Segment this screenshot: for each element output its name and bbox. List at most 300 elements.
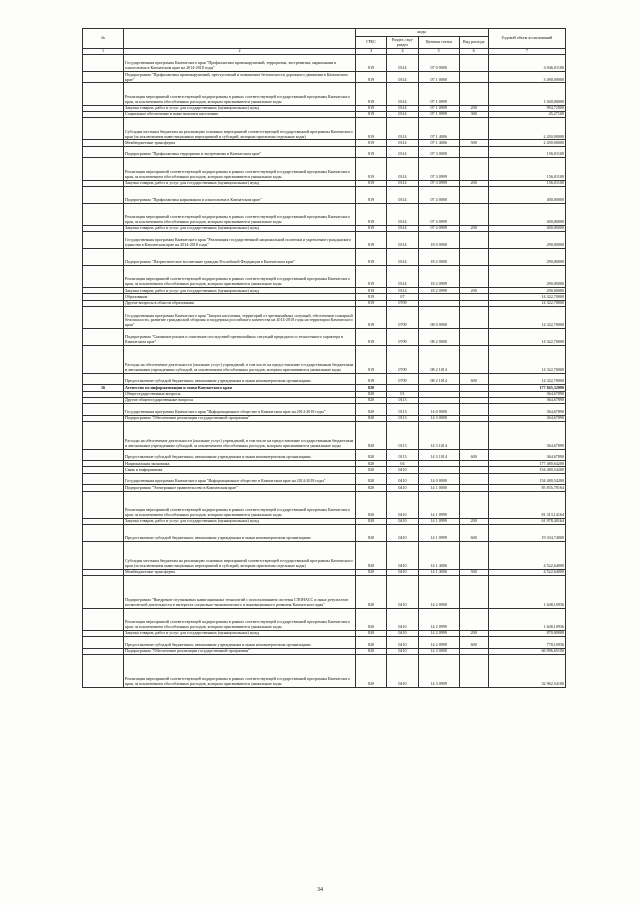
- row-grbs: 819: [355, 288, 386, 294]
- table-row: [83, 329, 566, 346]
- column-number: 4: [387, 49, 418, 55]
- row-name: Государственная программа Камчатского края "Информационное общество в Камчатском крае на 2014-2018 годы": [124, 473, 356, 485]
- table-row: [83, 158, 566, 180]
- row-amount: 364,67890: [488, 404, 565, 416]
- row-section: 0314: [387, 83, 418, 105]
- row-target: 08 2 0000: [418, 329, 459, 346]
- row-name: Реализация мероприятий соответствующей подпрограммы в рамках соответствующей государственной программы Камчатского края, за исключением обособленных расходов, которым присваиваются уникальные коды: [124, 491, 356, 519]
- row-name: Закупка товаров, работ и услуг для государственных (муниципальных) нужд: [124, 288, 356, 294]
- row-type: [459, 404, 488, 416]
- row-no: [83, 525, 124, 542]
- row-amount: 994,72900: [488, 105, 565, 111]
- row-no: [83, 655, 124, 688]
- table-row: [83, 373, 566, 385]
- row-section: 01: [387, 391, 418, 397]
- row-amount: 156,01100: [488, 180, 565, 186]
- row-target: 14 3 0000: [418, 415, 459, 421]
- row-target: 07 0 0000: [418, 55, 459, 72]
- row-section: 0314: [387, 265, 418, 287]
- row-grbs: 819: [355, 249, 386, 266]
- row-target: 07 4 0000: [418, 186, 459, 203]
- row-target: 07 3 0999: [418, 158, 459, 180]
- row-amount: 66 996,65100: [488, 648, 565, 654]
- row-grbs: 819: [355, 294, 386, 300]
- row-amount: 400,00000: [488, 225, 565, 231]
- row-grbs: 819: [355, 265, 386, 287]
- table-header: [83, 29, 566, 55]
- row-name: Закупка товаров, работ и услуг для государственных (муниципальных) нужд: [124, 180, 356, 186]
- row-grbs: 820: [355, 569, 386, 575]
- row-section: 0709: [387, 346, 418, 374]
- row-amount: 364,67890: [488, 415, 565, 421]
- page-number: 34: [317, 887, 323, 893]
- row-grbs: 820: [355, 397, 386, 403]
- row-section: 0314: [387, 225, 418, 231]
- row-type: 200: [459, 288, 488, 294]
- row-amount: 778,10936: [488, 637, 565, 649]
- row-grbs: 819: [355, 140, 386, 146]
- row-name: Другие вопросы в области образования: [124, 300, 356, 306]
- row-target: 14 3 0999: [418, 655, 459, 688]
- table-row: [83, 525, 566, 542]
- row-section: 0314: [387, 55, 418, 72]
- row-target: 08 0 0000: [418, 307, 459, 329]
- row-no: [83, 329, 124, 346]
- row-section: 0410: [387, 542, 418, 570]
- row-no: [83, 542, 124, 570]
- row-name: Расходы на обеспечение деятельности (оказание услуг) учреждений, в том числе на предоставление государственным бюджетным и автономным учреждениям субсидий, за исключением обособленных расходов, которым присваиваются уникальные коды: [124, 346, 356, 374]
- row-no: [83, 422, 124, 450]
- table-row: [83, 637, 566, 649]
- row-name: Общегосударственные вопросы: [124, 391, 356, 397]
- row-amount: 156,01100: [488, 158, 565, 180]
- row-type: [459, 608, 488, 630]
- row-amount: 85 835,78164: [488, 485, 565, 491]
- row-amount: 364,67890: [488, 397, 565, 403]
- row-type: [459, 146, 488, 158]
- row-amount: 156,01100: [488, 146, 565, 158]
- row-type: [459, 346, 488, 374]
- row-amount: 290,00000: [488, 249, 565, 266]
- row-grbs: 819: [355, 105, 386, 111]
- row-amount: 177 480,64200: [488, 461, 565, 467]
- row-section: 0709: [387, 329, 418, 346]
- row-amount: 290,00000: [488, 232, 565, 249]
- row-section: 0410: [387, 519, 418, 525]
- table-row: [83, 491, 566, 519]
- row-amount: 4 046,01100: [488, 55, 565, 72]
- row-type: [459, 249, 488, 266]
- row-grbs: 819: [355, 55, 386, 72]
- column-number: 6: [459, 49, 488, 55]
- row-type: 600: [459, 449, 488, 461]
- row-grbs: 820: [355, 576, 386, 609]
- row-type: [459, 473, 488, 485]
- row-target: 14 1 4006: [418, 542, 459, 570]
- row-target: 07 1 0999: [418, 111, 459, 117]
- row-grbs: 820: [355, 404, 386, 416]
- row-grbs: 820: [355, 415, 386, 421]
- row-section: 0410: [387, 576, 418, 609]
- row-name: Государственная программа Камчатского края "Профилактика правонарушений, терроризма, экстремизма, наркомании и алкоголизма в Камчатском крае на 2014-2018 годы": [124, 55, 356, 72]
- row-section: 0314: [387, 111, 418, 117]
- row-amount: 81 313,14164: [488, 491, 565, 519]
- row-target: 07 3 0000: [418, 146, 459, 158]
- row-type: 600: [459, 373, 488, 385]
- row-grbs: 819: [355, 83, 386, 105]
- table-row: [83, 71, 566, 83]
- table-row: [83, 655, 566, 688]
- row-type: [459, 55, 488, 72]
- column-number: 7: [488, 49, 565, 55]
- row-name: Межбюджетные трансферты: [124, 569, 356, 575]
- row-amount: 154 480,54200: [488, 467, 565, 473]
- row-type: 200: [459, 105, 488, 111]
- row-type: 200: [459, 631, 488, 637]
- row-no: [83, 118, 124, 140]
- table-row: [83, 265, 566, 287]
- row-section: 0709: [387, 373, 418, 385]
- row-name: Подпрограмма "Профилактика наркомании и алкоголизма в Камчатском крае": [124, 186, 356, 203]
- row-section: 0410: [387, 467, 418, 473]
- row-section: 0410: [387, 473, 418, 485]
- table-row: [83, 473, 566, 485]
- row-grbs: 820: [355, 385, 386, 391]
- row-amount: 4 522,64000: [488, 542, 565, 570]
- row-section: 0314: [387, 105, 418, 111]
- row-no: [83, 158, 124, 180]
- row-name: Предоставление субсидий бюджетным, автономным учреждениям и иным некоммерческим организациям: [124, 637, 356, 649]
- row-target: 14 2 0999: [418, 637, 459, 649]
- row-target: 18 2 0000: [418, 249, 459, 266]
- row-target: 18 2 0999: [418, 288, 459, 294]
- row-name: Предоставление субсидий бюджетным, автономным учреждениям и иным некоммерческим организациям: [124, 525, 356, 542]
- row-name: Субсидии местным бюджетам на реализацию основных мероприятий соответствующей государственной программы Камчатского края (за исключением инвестиционных мероприятий и субсидий, которым присвоены отдельные коды): [124, 542, 356, 570]
- row-section: 0314: [387, 180, 418, 186]
- row-target: 07 1 0000: [418, 71, 459, 83]
- row-no: [83, 203, 124, 225]
- row-name: Государственная программа Камчатского края "Информационное общество в Камчатском крае на 2014-2018 годы": [124, 404, 356, 416]
- row-amount: 14 322,70000: [488, 346, 565, 374]
- row-amount: 14 322,70000: [488, 307, 565, 329]
- row-target: 14 2 0000: [418, 576, 459, 609]
- row-grbs: 820: [355, 473, 386, 485]
- row-target: 14 2 0999: [418, 631, 459, 637]
- row-grbs: 819: [355, 329, 386, 346]
- row-target: 08 2 1014: [418, 346, 459, 374]
- row-no: [83, 83, 124, 105]
- budget-table: [82, 28, 566, 688]
- col-section-header: Раздел, под-раздел: [387, 37, 418, 49]
- row-amount: 364,67890: [488, 449, 565, 461]
- row-target: 07 4 0999: [418, 203, 459, 225]
- row-name: Закупка товаров, работ и услуг для государственных (муниципальных) нужд: [124, 105, 356, 111]
- row-type: 500: [459, 569, 488, 575]
- row-grbs: 819: [355, 180, 386, 186]
- column-number: 2: [124, 49, 356, 55]
- row-name: Реализация мероприятий соответствующей подпрограммы в рамках соответствующей государственной программы Камчатского края, за исключением обособленных расходов, которым присваиваются уникальные коды: [124, 655, 356, 688]
- row-no: [83, 491, 124, 519]
- table-row: [83, 542, 566, 570]
- table-row: [83, 346, 566, 374]
- table-row: [83, 249, 566, 266]
- row-section: 04: [387, 461, 418, 467]
- row-target: 18 2 0999: [418, 265, 459, 287]
- row-name: Реализация мероприятий соответствующей подпрограммы в рамках соответствующей государственной программы Камчатского края, за исключением обособленных расходов, которым присваиваются уникальные коды: [124, 83, 356, 105]
- row-grbs: 819: [355, 225, 386, 231]
- row-name: Закупка товаров, работ и услуг для государственных (муниципальных) нужд: [124, 225, 356, 231]
- row-section: 0314: [387, 232, 418, 249]
- row-amount: 61 978,40164: [488, 519, 565, 525]
- row-name: Государственная программа Камчатского края "Защита населения, территорий от чрезвычайных ситуаций, обеспечение пожарной безопасности, развитие гражданской обороны и поддержка российского казачества на 2014-2018 годы на территории Камчатского края": [124, 307, 356, 329]
- row-grbs: 820: [355, 391, 386, 397]
- row-name: Предоставление субсидий бюджетным, автономным учреждениям и иным некоммерческим организациям: [124, 373, 356, 385]
- row-grbs: 819: [355, 307, 386, 329]
- row-amount: 154 480,54200: [488, 473, 565, 485]
- row-type: [459, 655, 488, 688]
- row-name: Реализация мероприятий соответствующей подпрограммы в рамках соответствующей государственной программы Камчатского края, за исключением обособленных расходов, которым присваиваются уникальные коды: [124, 203, 356, 225]
- table-row: [83, 83, 566, 105]
- row-target: 07 1 0999: [418, 83, 459, 105]
- row-amount: 2 450,00000: [488, 118, 565, 140]
- row-amount: 14 322,70000: [488, 373, 565, 385]
- row-target: 14 3 1014: [418, 422, 459, 450]
- row-grbs: 820: [355, 449, 386, 461]
- row-grbs: 819: [355, 71, 386, 83]
- row-section: 0314: [387, 186, 418, 203]
- row-type: [459, 265, 488, 287]
- column-number: 5: [418, 49, 459, 55]
- row-amount: 19 334,74000: [488, 525, 565, 542]
- row-target: 07 4 0999: [418, 225, 459, 231]
- row-target: 14 0 0000: [418, 473, 459, 485]
- row-name: Подпрограмма "Профилактика терроризма и экстремизма в Камчатском крае": [124, 146, 356, 158]
- row-type: 200: [459, 225, 488, 231]
- row-name: Межбюджетные трансферты: [124, 140, 356, 146]
- row-amount: 1 648,10936: [488, 576, 565, 609]
- row-amount: 364,67890: [488, 391, 565, 397]
- row-name: Закупка товаров, работ и услуг для государственных (муниципальных) нужд: [124, 519, 356, 525]
- row-amount: 32 962,54100: [488, 655, 565, 688]
- row-type: [459, 232, 488, 249]
- row-section: 0410: [387, 485, 418, 491]
- column-number: 1: [83, 49, 124, 55]
- row-amount: 1 648,10936: [488, 608, 565, 630]
- row-name: Субсидии местным бюджетам на реализацию основных мероприятий соответствующей государственной программы Камчатского края (за исключением инвестиционных мероприятий и субсидий, которым присвоены отдельные коды): [124, 118, 356, 140]
- row-type: [459, 203, 488, 225]
- row-grbs: 819: [355, 203, 386, 225]
- col-no-header: №: [83, 29, 124, 49]
- codes-group-header: коды: [355, 29, 488, 37]
- row-amount: 1 040,00000: [488, 83, 565, 105]
- row-grbs: 819: [355, 158, 386, 180]
- row-name: Подпрограмма "Внедрение спутниковых навигационных технологий с использованием системы ГЛОНАСС и иных результатов космической деятельности в интересах социально-экономического и инновационного развития Камчатского края": [124, 576, 356, 609]
- row-name: Другие общегосударственные вопросы: [124, 397, 356, 403]
- row-grbs: 819: [355, 232, 386, 249]
- row-no: [83, 146, 124, 158]
- row-name: Подпрограмма "Профилактика правонарушений, преступлений и повышение безопасности дорожного движения в Камчатском крае": [124, 71, 356, 83]
- row-grbs: 820: [355, 542, 386, 570]
- row-type: 600: [459, 525, 488, 542]
- row-amount: 870,00000: [488, 631, 565, 637]
- table-row: [83, 576, 566, 609]
- col-grbs-header: ГРБС: [355, 37, 386, 49]
- row-section: 07: [387, 294, 418, 300]
- row-target: 14 1 4006: [418, 569, 459, 575]
- row-type: [459, 329, 488, 346]
- row-section: 0314: [387, 158, 418, 180]
- row-grbs: 819: [355, 300, 386, 306]
- row-name: Закупка товаров, работ и услуг для государственных (муниципальных) нужд: [124, 631, 356, 637]
- row-amount: 4 522,64000: [488, 569, 565, 575]
- row-section: 0709: [387, 307, 418, 329]
- row-name: Расходы на обеспечение деятельности (оказание услуг) учреждений, в том числе на предоставление государственным бюджетным и автономным учреждениям субсидий, за исключением обособленных расходов, которым присваиваются уникальные коды: [124, 422, 356, 450]
- row-name: Реализация мероприятий соответствующей подпрограммы в рамках соответствующей государственной программы Камчатского края, за исключением обособленных расходов, которым присваиваются уникальные коды: [124, 158, 356, 180]
- col-amount-header: Годовой объем ассигнований: [488, 29, 565, 49]
- row-name: Подпрограмма "Патриотическое воспитание граждан Российской Федерации в Камчатском крае": [124, 249, 356, 266]
- row-name: Государственная программа Камчатского края "Реализация государственной национальной политики и укрепление гражданского единства в Камчатском крае на 2014-2018 годы": [124, 232, 356, 249]
- row-name: Реализация мероприятий соответствующей подпрограммы в рамках соответствующей государственной программы Камчатского края, за исключением обособленных расходов, которым присваиваются уникальные коды: [124, 608, 356, 630]
- row-no: [83, 404, 124, 416]
- row-section: 0314: [387, 146, 418, 158]
- row-name: Социальное обеспечение и иные выплаты населению: [124, 111, 356, 117]
- row-target: 14 3 0000: [418, 648, 459, 654]
- row-grbs: 820: [355, 525, 386, 542]
- row-type: 300: [459, 111, 488, 117]
- row-type: 200: [459, 180, 488, 186]
- row-no: [83, 576, 124, 609]
- row-no: [83, 71, 124, 83]
- row-grbs: 819: [355, 146, 386, 158]
- row-target: 14 3 1014: [418, 449, 459, 461]
- row-type: [459, 118, 488, 140]
- row-no: [83, 265, 124, 287]
- row-grbs: 819: [355, 346, 386, 374]
- row-type: [459, 422, 488, 450]
- row-section: 0314: [387, 203, 418, 225]
- row-grbs: 819: [355, 118, 386, 140]
- table-body: [83, 55, 566, 688]
- row-section: 0113: [387, 404, 418, 416]
- row-no: [83, 55, 124, 72]
- row-grbs: 819: [355, 373, 386, 385]
- table-row: [83, 146, 566, 158]
- row-section: 0410: [387, 648, 418, 654]
- table-row: [83, 449, 566, 461]
- col-name-header: [124, 29, 356, 49]
- row-section: 0113: [387, 397, 418, 403]
- row-grbs: 819: [355, 111, 386, 117]
- row-type: [459, 307, 488, 329]
- row-type: [459, 576, 488, 609]
- row-grbs: 820: [355, 637, 386, 649]
- row-no: [83, 232, 124, 249]
- row-amount: 364,67890: [488, 422, 565, 450]
- row-no: [83, 249, 124, 266]
- row-target: 14 1 0000: [418, 485, 459, 491]
- row-target: 14 1 0999: [418, 519, 459, 525]
- row-grbs: 820: [355, 467, 386, 473]
- table-row: [83, 186, 566, 203]
- row-amount: 290,00000: [488, 288, 565, 294]
- row-no: [83, 449, 124, 461]
- row-target: 07 1 4006: [418, 118, 459, 140]
- row-section: 0410: [387, 608, 418, 630]
- row-no: [83, 473, 124, 485]
- row-grbs: 820: [355, 491, 386, 519]
- row-section: 0113: [387, 422, 418, 450]
- row-grbs: 820: [355, 655, 386, 688]
- row-target: 14 1 0999: [418, 525, 459, 542]
- row-amount: 290,00000: [488, 265, 565, 287]
- row-grbs: 820: [355, 461, 386, 467]
- row-amount: 14 322,70000: [488, 300, 565, 306]
- row-section: 0113: [387, 415, 418, 421]
- row-type: 600: [459, 637, 488, 649]
- row-section: 0410: [387, 491, 418, 519]
- row-target: 07 1 4006: [418, 140, 459, 146]
- row-section: 0314: [387, 118, 418, 140]
- row-name: Подпрограмма "Снижение рисков и смягчение последствий чрезвычайных ситуаций природного и техногенного характера в Камчатском крае": [124, 329, 356, 346]
- row-type: [459, 542, 488, 570]
- row-target: 14 2 0999: [418, 608, 459, 630]
- row-section: 0113: [387, 449, 418, 461]
- row-name: Подпрограмма "Обеспечение реализации государственной программы": [124, 415, 356, 421]
- table-row: [83, 55, 566, 72]
- row-target: 14 1 0999: [418, 491, 459, 519]
- row-section: 0410: [387, 637, 418, 649]
- row-name: Национальная экономика: [124, 461, 356, 467]
- column-number: 3: [355, 49, 386, 55]
- row-no: [83, 637, 124, 649]
- row-grbs: 820: [355, 422, 386, 450]
- row-section: 0314: [387, 249, 418, 266]
- row-target: 18 0 0000: [418, 232, 459, 249]
- table-row: [83, 404, 566, 416]
- row-section: 0410: [387, 655, 418, 688]
- row-type: 500: [459, 140, 488, 146]
- row-section: 0410: [387, 525, 418, 542]
- row-amount: 14 322,70000: [488, 329, 565, 346]
- row-amount: 400,00000: [488, 186, 565, 203]
- row-type: [459, 491, 488, 519]
- row-no: [83, 307, 124, 329]
- row-no: [83, 346, 124, 374]
- row-amount: 177 845,32090: [488, 385, 565, 391]
- table-row: [83, 608, 566, 630]
- row-amount: 400,00000: [488, 203, 565, 225]
- row-grbs: 819: [355, 186, 386, 203]
- row-target: 14 0 0000: [418, 404, 459, 416]
- row-name: Агентство по информатизации и связи Камчатского края: [124, 385, 356, 391]
- row-amount: 2 450,00000: [488, 140, 565, 146]
- row-grbs: 820: [355, 485, 386, 491]
- row-target: 07 3 0999: [418, 180, 459, 186]
- row-grbs: 820: [355, 608, 386, 630]
- row-section: 0709: [387, 300, 418, 306]
- row-section: 0314: [387, 288, 418, 294]
- row-grbs: 820: [355, 648, 386, 654]
- row-amount: 45,27100: [488, 111, 565, 117]
- row-section: 0410: [387, 569, 418, 575]
- row-section: 0410: [387, 631, 418, 637]
- row-section: 0314: [387, 71, 418, 83]
- row-name: Реализация мероприятий соответствующей подпрограммы в рамках соответствующей государственной программы Камчатского края, за исключением обособленных расходов, которым присваиваются уникальные коды: [124, 265, 356, 287]
- row-type: [459, 71, 488, 83]
- row-no: [83, 186, 124, 203]
- row-name: Подпрограмма "Электронное правительство в Камчатском крае": [124, 485, 356, 491]
- row-amount: 14 322,70000: [488, 294, 565, 300]
